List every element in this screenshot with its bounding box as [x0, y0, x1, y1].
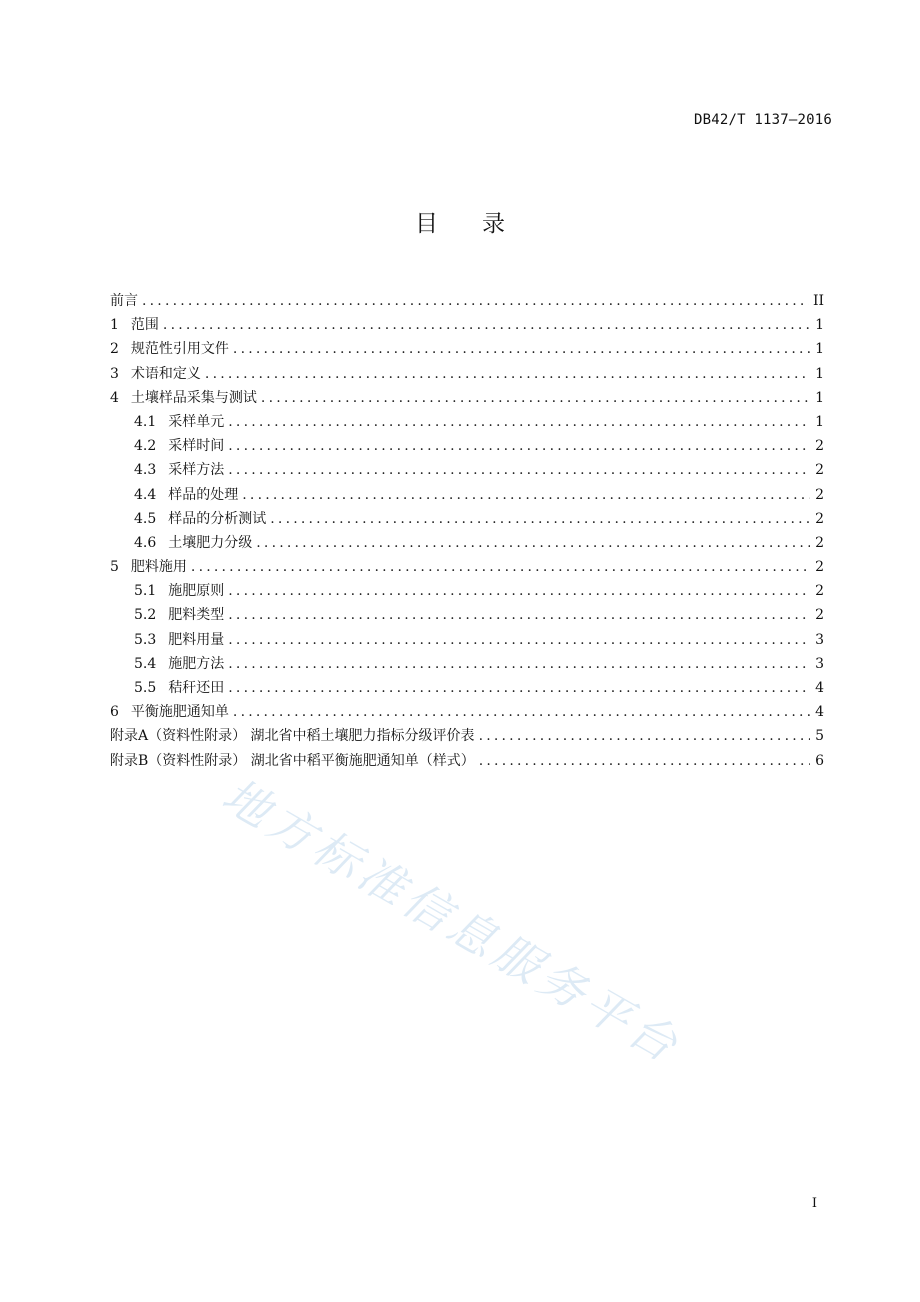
toc-leader-dots [228, 410, 810, 434]
toc-leader-dots [228, 458, 810, 482]
toc-entry-page: 2 [815, 559, 824, 576]
toc-entry[interactable] [110, 749, 824, 773]
page-number: I [811, 1196, 817, 1211]
toc-entry[interactable] [110, 483, 824, 507]
toc-leader-dots [242, 483, 810, 507]
watermark: 地方标准信息服务平台 [213, 767, 691, 1075]
toc-entry-page: 1 [815, 413, 824, 430]
toc-entry-page: II [812, 293, 824, 309]
toc-entry-page: 2 [815, 486, 824, 503]
toc-leader-dots [163, 313, 810, 337]
toc-entry[interactable] [110, 410, 824, 434]
table-of-contents [110, 289, 824, 773]
toc-entry-number: 3 [110, 365, 119, 382]
toc-entry-page: 1 [815, 341, 824, 358]
toc-entry-label: 秸秆还田 [168, 680, 225, 696]
toc-entry-number: 6 [110, 704, 119, 721]
toc-entry-page: 2 [815, 438, 824, 455]
toc-entry-page: 4 [815, 680, 824, 696]
toc-entry-page: 2 [815, 534, 824, 551]
toc-entry-number: 2 [110, 341, 119, 358]
toc-entry-number: 5.2 [134, 607, 157, 624]
toc-entry-number: 4.1 [134, 413, 157, 430]
toc-entry-page: 2 [815, 583, 824, 600]
document-code: DB42/T 1137—2016 [693, 112, 832, 128]
toc-entry-label: 样品的分析测试 [168, 510, 267, 527]
toc-entry[interactable] [110, 458, 824, 482]
toc-entry-label: 平衡施肥通知单 [130, 704, 229, 721]
toc-entry-page: 6 [815, 752, 824, 769]
toc-leader-dots [191, 555, 810, 579]
toc-entry-label: 附录B（资料性附录） 湖北省中稻平衡施肥通知单（样式） [110, 752, 475, 769]
toc-entry-number: 5 [110, 559, 119, 576]
toc-title: 目录 [415, 211, 549, 237]
toc-entry-number: 4.4 [134, 486, 157, 503]
toc-entry-page: 3 [815, 655, 824, 672]
toc-entry[interactable] [110, 676, 824, 700]
toc-entry-number: 4 [110, 389, 119, 406]
toc-entry-label: 范围 [130, 317, 159, 334]
toc-entry[interactable] [110, 386, 824, 410]
toc-entry-label: 肥料用量 [168, 631, 225, 648]
toc-entry-label: 规范性引用文件 [130, 341, 229, 358]
toc-leader-dots [142, 289, 809, 313]
toc-entry-page: 1 [815, 389, 824, 406]
toc-entry-number: 4.5 [134, 510, 157, 527]
toc-entry-number: 5.4 [134, 655, 157, 672]
toc-entry[interactable] [110, 434, 824, 458]
toc-entry-label: 采样方法 [168, 462, 225, 479]
toc-entry-label: 肥料施用 [130, 559, 187, 576]
toc-entry[interactable] [110, 313, 824, 337]
toc-entry-number: 4.2 [134, 438, 157, 455]
toc-entry-number: 5.1 [134, 583, 157, 600]
toc-entry-label: 前言 [110, 293, 138, 309]
toc-leader-dots [228, 579, 810, 603]
toc-entry-number: 5.5 [134, 680, 157, 696]
toc-entry[interactable] [110, 337, 824, 361]
toc-leader-dots [233, 337, 810, 361]
toc-entry[interactable] [110, 628, 824, 652]
toc-entry-page: 2 [815, 510, 824, 527]
toc-leader-dots [233, 700, 810, 724]
toc-entry-number: 4.6 [134, 534, 157, 551]
toc-entry-label: 术语和定义 [130, 365, 201, 382]
toc-entry-page: 5 [815, 728, 824, 745]
toc-leader-dots [261, 386, 810, 410]
toc-leader-dots [256, 531, 810, 555]
toc-entry-label: 施肥方法 [168, 655, 225, 672]
toc-entry[interactable] [110, 603, 824, 627]
toc-leader-dots [228, 676, 810, 700]
toc-leader-dots [228, 628, 810, 652]
toc-entry-page: 2 [815, 462, 824, 479]
toc-entry-label: 采样时间 [168, 438, 225, 455]
toc-entry-label: 土壤样品采集与测试 [130, 389, 257, 406]
toc-entry-label: 土壤肥力分级 [168, 534, 253, 551]
toc-entry-number: 4.3 [134, 462, 157, 479]
toc-entry[interactable] [110, 531, 824, 555]
toc-entry-label: 采样单元 [168, 413, 225, 430]
toc-entry[interactable] [110, 362, 824, 386]
toc-entry[interactable] [110, 700, 824, 724]
toc-entry-page: 3 [815, 631, 824, 648]
toc-leader-dots [228, 652, 810, 676]
toc-entry[interactable] [110, 507, 824, 531]
toc-leader-dots [228, 603, 810, 627]
toc-entry[interactable] [110, 579, 824, 603]
toc-entry-label: 施肥原则 [168, 583, 225, 600]
toc-entry-page: 2 [815, 607, 824, 624]
toc-entry[interactable] [110, 289, 824, 313]
toc-entry-label: 肥料类型 [168, 607, 225, 624]
toc-entry[interactable] [110, 724, 824, 748]
toc-entry-label: 样品的处理 [168, 486, 239, 503]
toc-leader-dots [270, 507, 810, 531]
toc-entry-number: 1 [110, 317, 119, 334]
toc-entry-page: 1 [815, 317, 824, 334]
toc-entry[interactable] [110, 555, 824, 579]
toc-entry-page: 1 [815, 365, 824, 382]
toc-leader-dots [205, 362, 810, 386]
toc-leader-dots [479, 724, 810, 748]
toc-entry-number: 5.3 [134, 631, 157, 648]
toc-entry[interactable] [110, 652, 824, 676]
toc-entry-page: 4 [815, 704, 824, 721]
toc-leader-dots [479, 749, 810, 773]
toc-leader-dots [228, 434, 810, 458]
toc-entry-label: 附录A（资料性附录） 湖北省中稻土壤肥力指标分级评价表 [110, 728, 475, 745]
